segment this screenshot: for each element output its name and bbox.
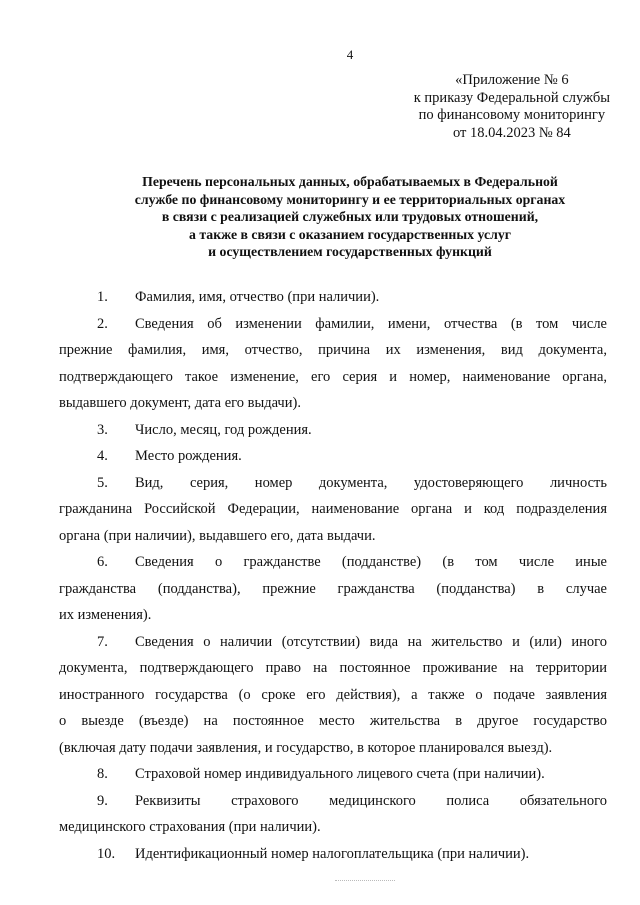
- list-item-text: Реквизиты страхового медицинского полиса обязательного: [135, 792, 607, 809]
- document-title: [70, 173, 630, 261]
- list-item-line: медицинского страхования (при наличии).: [59, 819, 321, 835]
- list-item-text: Фамилия, имя, отчество (при наличии).: [135, 289, 380, 305]
- list-item-line: выдавшего документ, дата его выдачи).: [59, 395, 301, 411]
- list-item-text: Число, месяц, год рождения.: [135, 421, 312, 438]
- appendix-header: [414, 72, 610, 142]
- list-item-text: Место рождения.: [135, 448, 242, 464]
- appendix-line: к приказу Федеральной службы: [413, 89, 610, 106]
- list-item-first-line: [59, 549, 607, 576]
- list-item-text: Сведения о гражданстве (подданстве) (в том числе иные: [135, 554, 607, 570]
- list-item-first-line: [59, 761, 607, 788]
- list-item: [59, 788, 607, 841]
- list-item-first-line: [59, 284, 607, 311]
- title-line: а также в связи с оказанием государственных услуг: [189, 226, 511, 242]
- list-item-line: документа, подтверждающего право на постоянное проживание на территории: [59, 660, 607, 676]
- list-item-text: Сведения об изменении фамилии, имени, отчества (в том числе: [135, 315, 607, 332]
- list-item: [97, 841, 607, 868]
- list-item-first-line: [59, 417, 607, 444]
- scan-mark: [335, 880, 395, 882]
- appendix-line: от 18.04.2023 № 84: [452, 124, 571, 141]
- list-item-line: органа (при наличии), выдавшего его, дата выдачи.: [59, 527, 376, 544]
- list-item-number: 1.: [97, 289, 108, 305]
- list-item-text: Вид, серия, номер документа, удостоверяющего личность: [135, 474, 607, 491]
- list-item-line: гражданина Российской Федерации, наименование органа и код подразделения: [59, 501, 607, 517]
- list-item-number: 4.: [97, 448, 108, 464]
- page-number: 4: [346, 47, 354, 62]
- list-item: [97, 443, 607, 470]
- appendix-line: «Приложение № 6: [455, 72, 569, 88]
- list-item-number: 2.: [97, 315, 108, 332]
- list-item-number: 7.: [97, 633, 108, 650]
- list-item-number: 9.: [97, 792, 108, 809]
- list-item-text: Страховой номер индивидуального лицевого счета (при наличии).: [135, 766, 545, 782]
- list-item: [97, 417, 607, 444]
- list-item-line: гражданства (подданства), прежние гражданства (подданства) в случае: [59, 580, 607, 597]
- list-item-first-line: [59, 788, 607, 815]
- list-item-number: 6.: [97, 554, 108, 570]
- title-line: Перечень персональных данных, обрабатываемых в Федеральной: [142, 174, 558, 189]
- personal-data-list: [59, 284, 607, 867]
- list-item-first-line: [59, 311, 607, 338]
- title-line: и осуществлением государственных функций: [208, 244, 492, 260]
- list-item-line: о выезде (въезде) на постоянное место жительства в другое государство: [59, 713, 607, 729]
- list-item: [59, 311, 607, 417]
- list-item-text: Идентификационный номер налогоплательщика (при наличии).: [135, 845, 530, 862]
- list-item: [59, 549, 607, 629]
- list-item-first-line: [59, 443, 607, 470]
- list-item: [59, 629, 607, 762]
- list-item-line: их изменения).: [59, 607, 152, 623]
- title-line: в связи с реализацией служебных или трудовых отношений,: [161, 209, 539, 225]
- list-item-line: прежние фамилия, имя, отчество, причина их изменения, вид документа,: [59, 342, 607, 358]
- list-item-line: подтверждающего такое изменение, его серия и номер, наименование органа,: [59, 368, 607, 385]
- list-item-number: 3.: [97, 421, 108, 438]
- list-item-first-line: [59, 841, 607, 868]
- list-item: [97, 761, 607, 788]
- list-item-number: 5.: [97, 474, 108, 491]
- list-item: [59, 470, 607, 550]
- list-item-number: 8.: [97, 766, 108, 782]
- list-item-number: 10.: [97, 845, 116, 862]
- list-item-line: иностранного государства (о сроке его действия), а также о подаче заявления: [59, 686, 607, 703]
- appendix-line: по финансовому мониторингу: [418, 107, 606, 123]
- list-item-text: Сведения о наличии (отсутствии) вида на жительство и (или) иного: [135, 633, 607, 650]
- list-item-first-line: [59, 629, 607, 656]
- list-item-line: (включая дату подачи заявления, и государство, в которое планировался выезд).: [59, 739, 553, 756]
- title-line: службе по финансовому мониторингу и ее территориальных органах: [134, 191, 566, 207]
- list-item: [97, 284, 607, 311]
- list-item-first-line: [59, 470, 607, 497]
